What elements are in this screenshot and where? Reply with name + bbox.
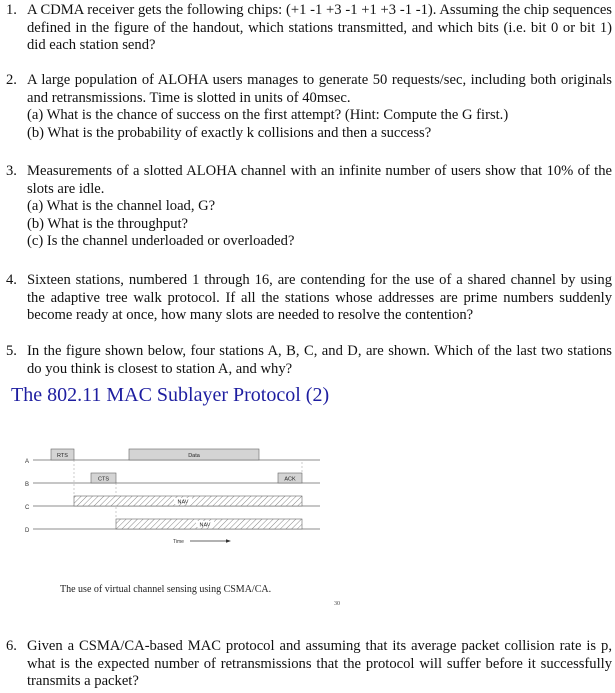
csma-ca-timing-diagram bbox=[0, 440, 330, 550]
rts-label: RTS bbox=[57, 453, 68, 459]
figure-caption: The use of virtual channel sensing using CSMA/CA. bbox=[60, 584, 272, 595]
question-number: 2. bbox=[6, 72, 17, 88]
cts-label: CTS bbox=[98, 476, 109, 483]
question-part-a: (a) What is the channel load, G? bbox=[27, 198, 216, 215]
question-text: A CDMA receiver gets the following chips: (+1 -1 +3 -1 +1 +3 -1 -1). Assuming the chip sequences defined in the figure of the handout, which stations transmitted, and which bits (i.e. bit 0 or bit 1) did each station send? bbox=[27, 2, 612, 54]
question-part-a: (a) What is the chance of success on the first attempt? (Hint: Compute the G first.) bbox=[27, 107, 509, 124]
question-text: In the figure shown below, four stations A, B, C, and D, are shown. Which of the last two stations do you think is closest to station A, and why? bbox=[27, 343, 612, 377]
question-text: Measurements of a slotted ALOHA channel with an infinite number of users show that 10% of the slots are idle. bbox=[27, 163, 612, 197]
time-label: Time bbox=[173, 539, 184, 545]
question-2 bbox=[0, 72, 612, 142]
question-text: Given a CSMA/CA-based MAC protocol and assuming that its average packet collision rate is p, what is the expected number of retransmissions that the protocol will suffer before it successfully transmits a packet? bbox=[27, 638, 612, 690]
question-3 bbox=[0, 163, 612, 251]
data-label: Data bbox=[188, 453, 200, 459]
question-number: 4. bbox=[6, 272, 17, 288]
question-text: Sixteen stations, numbered 1 through 16, are contending for the use of a shared channel by using the adaptive tree walk protocol. If all the stations whose addresses are prime numbers suddenly become ready at once, how many slots are needed to resolve the contention? bbox=[27, 272, 612, 324]
question-number: 3. bbox=[6, 163, 17, 179]
arrowhead-icon bbox=[226, 539, 231, 542]
question-number: 6. bbox=[6, 638, 17, 654]
ack-label: ACK bbox=[284, 476, 296, 483]
question-6 bbox=[0, 638, 612, 691]
question-text: A large population of ALOHA users manages to generate 50 requests/sec, including both originals and retransmissions. Time is slotted in units of 40msec. bbox=[27, 72, 612, 106]
question-4 bbox=[0, 272, 612, 325]
question-5 bbox=[0, 343, 612, 378]
slide-title: The 802.11 MAC Sublayer Protocol (2) bbox=[11, 384, 330, 406]
nav-label-c: NAV bbox=[177, 499, 189, 506]
station-label-c: C bbox=[25, 505, 30, 511]
nav-label-d: NAV bbox=[199, 522, 211, 529]
question-part-b: (b) What is the throughput? bbox=[27, 215, 189, 232]
slide-page-number: 30 bbox=[334, 601, 340, 607]
station-label-d: D bbox=[25, 528, 30, 534]
question-part-b: (b) What is the probability of exactly k collisions and then a success? bbox=[27, 124, 432, 141]
station-label-b: B bbox=[25, 482, 30, 488]
station-label-a: A bbox=[25, 459, 30, 465]
question-number: 5. bbox=[6, 343, 17, 359]
question-part-c: (c) Is the channel underloaded or overloaded? bbox=[27, 233, 295, 250]
question-number: 1. bbox=[6, 2, 17, 18]
question-1 bbox=[0, 2, 612, 55]
